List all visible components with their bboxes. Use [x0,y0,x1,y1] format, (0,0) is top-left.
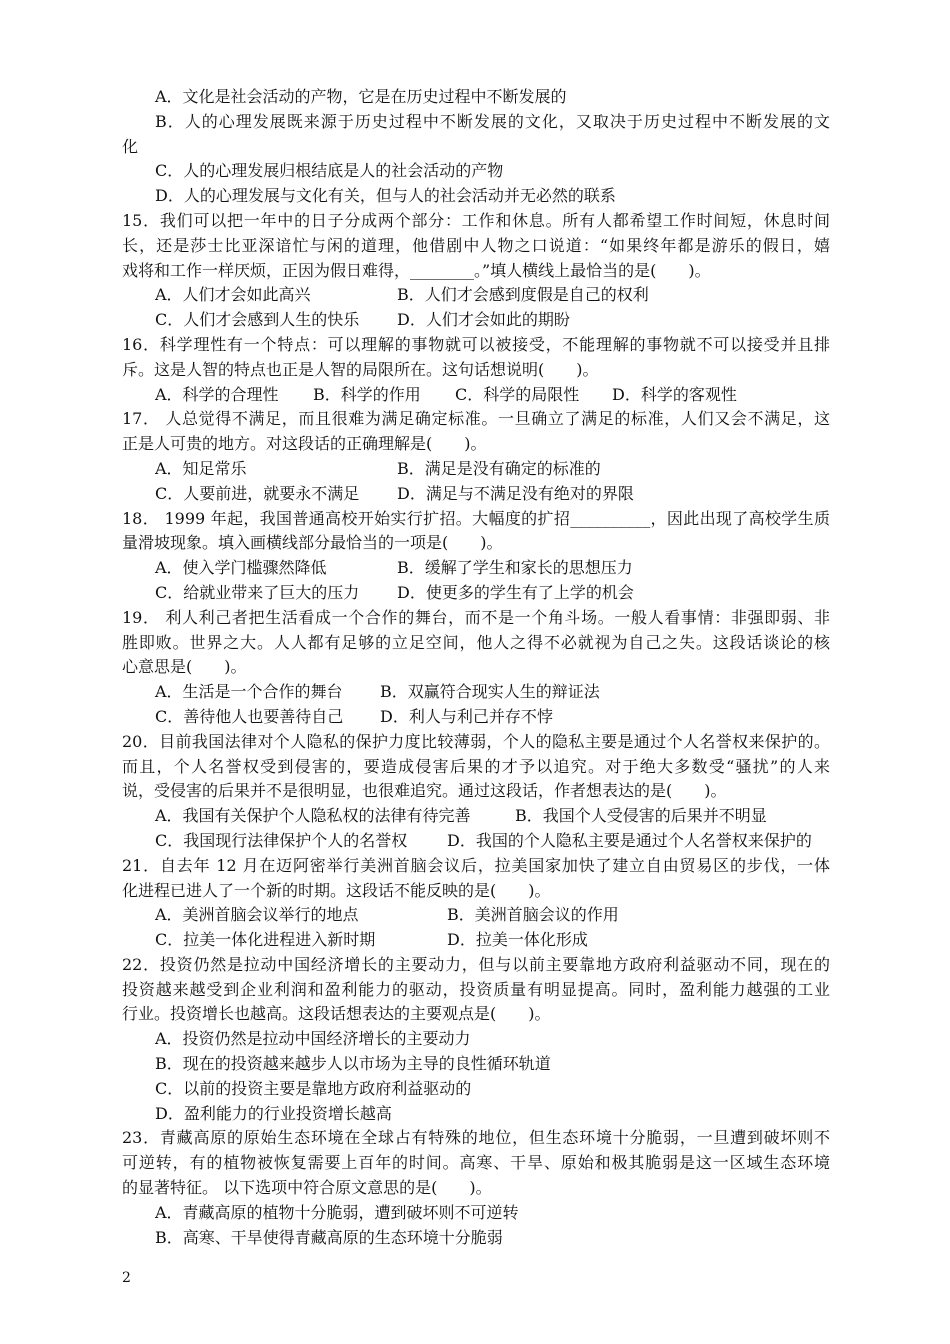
option-c: C．给就业带来了巨大的压力 [155,582,360,602]
option-a: A．生活是一个合作的舞台 [155,682,343,702]
document-page [122,85,830,1250]
question-22 [122,953,830,1127]
option-a: A．人们才会如此高兴 [155,285,311,305]
option-d: D．科学的客观性 [612,384,737,404]
option-row [122,928,830,953]
question-18 [122,507,830,606]
option-c: C．人们才会感到人生的快乐 [155,310,360,330]
question-stem-line: 17． 人总觉得不满足，而且很难为满足确定标准。一旦确立了满足的标准，人们又会不满足，这 [122,409,830,429]
option-row [122,283,830,308]
option-b-continuation: 化 [122,136,139,156]
question-stem-line: 斥。这是人智的特点也正是人智的局限所在。这句话想说明( )。 [122,359,599,379]
option-a: A．科学的合理性 [155,384,279,404]
question-16 [122,333,830,407]
question-stem-line: 正是人可贵的地方。对这段话的正确理解是( )。 [122,434,487,454]
question-stem-line: 23．青藏高原的原始生态环境在全球占有特殊的地位，但生态环境十分脆弱，一旦遭到破坏则不 [122,1128,830,1148]
option-b: B．现在的投资越来越步人以市场为主导的良性循环轨道 [155,1054,551,1074]
question-stem-line: 而且，个人名誉权受到侵害的，要造成侵害后果的才予以追究。对于绝大多数受“骚扰”的人来 [122,756,830,776]
option-a: A．使入学门槛骤然降低 [155,558,327,578]
option-d: D．盈利能力的行业投资增长越高 [155,1103,392,1123]
option-a: A．青藏高原的植物十分脆弱，遭到破坏则不可逆转 [155,1202,519,1222]
question-stem-line: 22．投资仍然是拉动中国经济增长的主要动力，但与以前主要靠地方政府利益驱动不同，现在的 [122,954,830,974]
option-c: C．人要前进，就要永不满足 [155,483,360,503]
option-b: B．我国个人受侵害的后果并不明显 [515,806,767,826]
option-b: B．美洲首脑会议的作用 [447,905,619,925]
option-c: C．我国现行法律保护个人的名誉权 [155,830,408,850]
question-stem-line: 长，还是莎士比亚深谙忙与闲的道理，他借剧中人物之口说道：“如果终年都是游乐的假日，嬉 [122,235,830,255]
option-row [122,903,830,928]
option-b: B．人们才会感到度假是自己的权利 [397,285,649,305]
question-21 [122,854,830,953]
question-stem-line: 18． 1999 年起，我国普通高校开始实行扩招。大幅度的扩招__________，因此出现了高校学生质 [122,508,830,528]
question-17 [122,407,830,506]
option-c: C．人的心理发展归根结底是人的社会活动的产物 [155,161,504,181]
option-a: A．美洲首脑会议举行的地点 [155,905,359,925]
question-stem-line: 15．我们可以把一年中的日子分成两个部分：工作和休息。所有人都希望工作时间短，休息时间 [122,210,830,230]
question-stem-line: 戏将和工作一样厌烦，正因为假日难得，________。”填人横线上最恰当的是( )。 [122,260,711,280]
question-stem-line: 19． 利人利己者把生活看成一个合作的舞台，而不是一个角斗场。一般人看事情：非强即弱、非 [122,607,830,627]
option-b: B．缓解了学生和家长的思想压力 [397,558,633,578]
option-b: B．满足是没有确定的标准的 [397,458,601,478]
option-row [122,482,830,507]
question-19 [122,606,830,730]
option-row [122,556,830,581]
option-row [122,705,830,730]
option-b: B．高寒、干旱使得青藏高原的生态环境十分脆弱 [155,1227,503,1247]
option-d: D．使更多的学生有了上学的机会 [397,582,634,602]
question-23 [122,1126,830,1250]
question-15 [122,209,830,333]
option-row [122,308,830,333]
option-b: B．人的心理发展既来源于历史过程中不断发展的文化，又取决于历史过程中不断发展的文 [155,111,830,131]
option-row [122,581,830,606]
question-stem-line: 的显著特征。 以下选项中符合原文意思的是( )。 [122,1178,492,1198]
option-d: D．人的心理发展与文化有关，但与人的社会活动并无必然的联系 [155,186,616,206]
question-stem-line: 说，受侵害的后果并不是很明显，也很难追究。通过这段话，作者想表达的是( )。 [122,781,727,801]
question-stem-line: 投资越来越受到企业利润和盈利能力的驱动，投资质量有明显提高。同时，盈利能力越强的工业 [122,979,830,999]
option-row [122,829,830,854]
question-stem-line: 16．科学理性有一个特点：可以理解的事物就可以被接受，不能理解的事物就不可以接受并且排 [122,334,830,354]
option-c: C．以前的投资主要是靠地方政府利益驱动的 [155,1078,472,1098]
option-d: D．我国的个人隐私主要是通过个人名誉权来保护的 [447,830,812,850]
question-continued [122,85,830,209]
question-stem-line: 行业。投资增长也越高。这段话想表达的主要观点是( )。 [122,1004,551,1024]
option-d: D．满足与不满足没有绝对的界限 [397,483,634,503]
question-stem-line: 20．目前我国法律对个人隐私的保护力度比较薄弱，个人的隐私主要是通过个人名誉权来保护的。 [122,731,830,751]
option-a: A．文化是社会活动的产物，它是在历史过程中不断发展的 [155,87,567,106]
option-c: C．科学的局限性 [455,384,580,404]
question-stem-line: 可逆转，有的植物被恢复需要上百年的时间。高寒、干旱、原始和极其脆弱是这一区域生态环境 [122,1153,830,1173]
option-b: B．双赢符合现实人生的辩证法 [380,682,600,702]
question-20 [122,730,830,854]
option-b: B．科学的作用 [313,384,421,404]
option-c: C．拉美一体化进程进入新时期 [155,930,376,950]
option-row [122,457,830,482]
question-stem-line: 化进程已进人了一个新的时期。这段话不能反映的是( )。 [122,880,551,900]
option-row [122,680,830,705]
option-a: A．我国有关保护个人隐私权的法律有待完善 [155,806,471,826]
question-stem-line: 21．自去年 12 月在迈阿密举行美洲首脑会议后，拉美国家加快了建立自由贸易区的步伐，一体 [122,855,830,875]
option-row [122,383,830,408]
question-stem-line: 心意思是( )。 [122,657,247,677]
option-d: D．利人与利己并存不悖 [380,706,553,726]
option-d: D．人们才会如此的期盼 [397,310,570,330]
question-stem-line: 量滑坡现象。填入画横线部分最恰当的一项是( )。 [122,533,503,553]
option-a: A．投资仍然是拉动中国经济增长的主要动力 [155,1029,471,1049]
option-c: C．善待他人也要善待自己 [155,706,344,726]
question-stem-line: 胜即败。世界之大。人人都有足够的立足空间，他人之得不必就视为自己之失。这段话谈论的核 [122,632,830,652]
option-a: A．知足常乐 [155,458,247,478]
option-row [122,804,830,829]
option-d: D．拉美一体化形成 [447,930,588,950]
page-number: 2 [122,1270,131,1286]
